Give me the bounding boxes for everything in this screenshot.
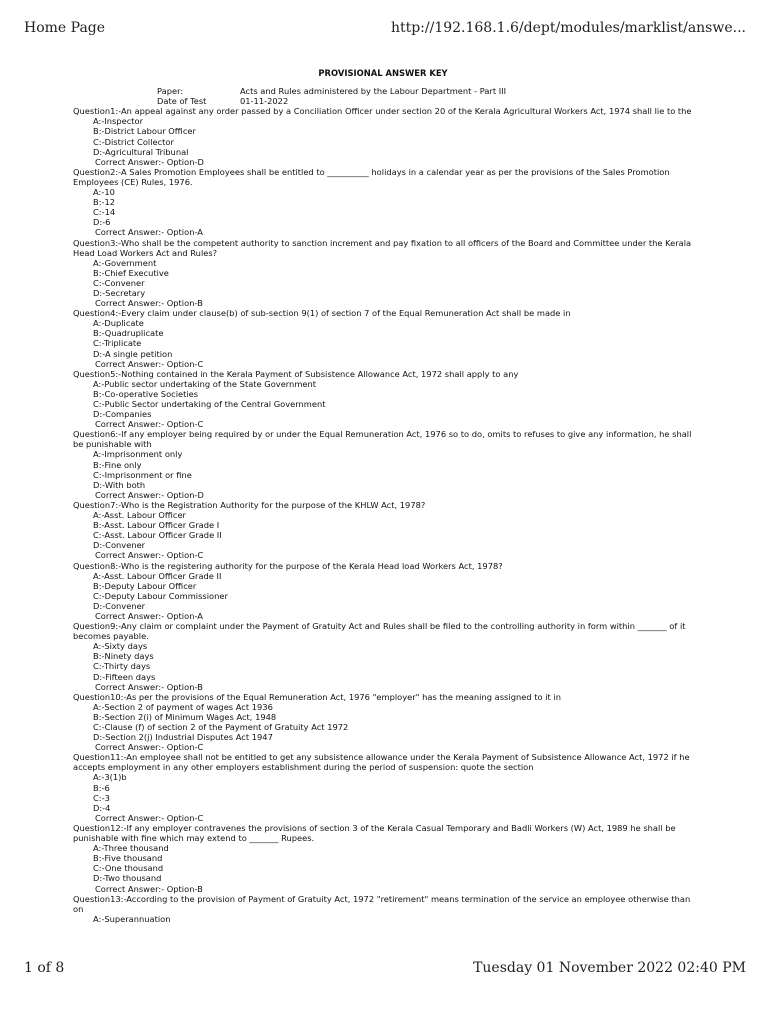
question-block: [73, 429, 693, 500]
answer-option: C:-Triplicate: [93, 338, 142, 349]
answer-option: B:-Section 2(i) of Minimum Wages Act, 1948: [93, 711, 277, 722]
correct-answer: Correct Answer:- Option-D: [95, 156, 204, 167]
answer-key-document: [73, 68, 693, 924]
correct-answer: Correct Answer:- Option-C: [95, 358, 204, 369]
answer-option: C:-Clause (f) of section 2 of the Payment of Gratuity Act 1972: [93, 722, 349, 732]
correct-answer: Correct Answer:- Option-A: [95, 610, 203, 621]
question-text: Question7:-Who is the Registration Authority for the purpose of the KHLW Act, 1978?: [73, 499, 426, 510]
question-block: [73, 621, 693, 692]
answer-option: C:-Thirty days: [93, 661, 151, 672]
answer-option: C:-Imprisonment or fine: [93, 469, 192, 480]
answer-option: A:-Government: [93, 257, 157, 268]
question-block: [73, 238, 693, 309]
answer-option: B:-Asst. Labour Officer Grade I: [93, 520, 220, 531]
question-block: [73, 561, 693, 622]
answer-option: B:-District Labour Officer: [93, 126, 196, 137]
correct-answer: Correct Answer:- Option-B: [95, 681, 203, 692]
answer-option: A:-Superannuation: [93, 913, 171, 924]
answer-option: A:-10: [93, 187, 115, 198]
answer-option: D:-Companies: [93, 409, 152, 420]
question-text: Question13:-According to the provision of Payment of Gratuity Act, 1972 "retirement" means termination of the service an employee otherwise than on: [73, 893, 691, 914]
question-text: Question10:-As per the provisions of the Equal Remuneration Act, 1976 "employer" has the meaning assigned to it in: [73, 691, 561, 702]
question-text: Question9:-Any claim or complaint under the Payment of Gratuity Act and Rules shall be filed to the controlling authority in form within _______ of it becomes payable.: [73, 621, 686, 642]
answer-option: A:-Asst. Labour Officer: [93, 510, 186, 521]
question-text: Question12:-If any employer contravenes the provisions of section 3 of the Kerala Casual Temporary and Badli Workers (W) Act, 1989 he shall be punishable with fine which may extend to _______ Rupees.: [73, 822, 676, 844]
question-text: Question3:-Who shall be the competent authority to sanction increment and pay fixation to all officers of the Board and Committee under the Kerala Head Load Workers Act and Rules?: [73, 237, 692, 258]
answer-option: C:-14: [93, 207, 116, 218]
answer-option: C:-One thousand: [93, 863, 164, 874]
answer-option: A:-Public sector undertaking of the State Government: [93, 378, 317, 389]
answer-option: A:-Sixty days: [93, 641, 148, 652]
answer-option: D:-6: [93, 217, 111, 228]
answer-option: B:-Deputy Labour Officer: [93, 580, 197, 591]
question-block: [73, 167, 693, 238]
question-text: Question4:-Every claim under clause(b) of sub-section 9(1) of section 7 of the Equal Remuneration Act shall be made in: [73, 308, 571, 319]
question-block: [73, 823, 693, 894]
print-timestamp: Tuesday 01 November 2022 02:40 PM: [473, 960, 746, 976]
paper-value: Acts and Rules administered by the Labour Department - Part III: [240, 86, 507, 97]
paper-label: Paper:: [157, 86, 184, 97]
page-number: 1 of 8: [24, 960, 65, 976]
question-block: [73, 308, 693, 369]
answer-option: D:-With both: [93, 479, 146, 490]
header-url: http://192.168.1.6/dept/modules/marklist/answe...: [390, 20, 746, 36]
answer-option: A:-Inspector: [93, 116, 144, 127]
answer-option: D:-Convener: [93, 600, 146, 611]
answer-option: B:-Chief Executive: [93, 267, 169, 278]
answer-option: D:-4: [93, 802, 111, 813]
correct-answer: Correct Answer:- Option-C: [95, 742, 204, 753]
answer-option: B:-12: [93, 197, 116, 208]
question-text: Question5:-Nothing contained in the Kerala Payment of Subsistence Allowance Act, 1972 shall apply to any: [73, 368, 519, 379]
correct-answer: Correct Answer:- Option-A: [95, 227, 203, 238]
correct-answer: Correct Answer:- Option-C: [95, 812, 204, 823]
answer-option: D:-Secretary: [93, 287, 146, 298]
correct-answer: Correct Answer:- Option-C: [95, 419, 204, 430]
answer-option: C:-3: [93, 792, 110, 803]
answer-option: A:-Duplicate: [93, 318, 144, 329]
answer-option: C:-Asst. Labour Officer Grade II: [93, 530, 222, 541]
date-value: 01-11-2022: [240, 96, 289, 107]
question-block: [73, 369, 693, 430]
answer-option: B:-Five thousand: [93, 853, 163, 864]
correct-answer: Correct Answer:- Option-B: [95, 883, 203, 894]
question-text: Question8:-Who is the registering authority for the purpose of the Kerala Head load Workers Act, 1978?: [73, 560, 503, 571]
answer-option: D:-A single petition: [93, 348, 173, 359]
question-text: Question6:-If any employer being required by or under the Equal Remuneration Act, 1976 so to do, omits to refuses to give any information, he shall be punishable with: [73, 429, 692, 450]
answer-option: D:-Fifteen days: [93, 671, 156, 682]
answer-option: B:-Fine only: [93, 459, 142, 470]
answer-option: B:-Ninety days: [93, 651, 154, 662]
answer-option: C:-Public Sector undertaking of the Central Government: [93, 399, 326, 409]
question-block: [73, 692, 693, 753]
answer-option: D:-Two thousand: [93, 873, 162, 884]
question-block: [73, 106, 693, 167]
answer-option: A:-Imprisonment only: [93, 449, 183, 460]
correct-answer: Correct Answer:- Option-C: [95, 550, 204, 561]
answer-option: C:-District Collector: [93, 136, 174, 147]
answer-option: B:-Co-operative Societies: [93, 388, 199, 399]
answer-option: B:-Quadruplicate: [93, 328, 164, 339]
question-block: [73, 752, 693, 823]
document-title: PROVISIONAL ANSWER KEY: [318, 68, 448, 78]
question-text: Question11:-An employee shall not be entitled to get any subsistence allowance under the Kerala Payment of Subsistence Allowance Act, 1972 if he accepts employment in any other employers establishment during the period of suspension: quote the section: [73, 752, 690, 773]
answer-option: D:-Convener: [93, 540, 146, 551]
answer-option: A:-3(1)b: [93, 772, 127, 783]
answer-option: A:-Three thousand: [93, 843, 169, 854]
correct-answer: Correct Answer:- Option-D: [95, 489, 204, 500]
date-label: Date of Test: [157, 96, 207, 107]
answer-option: D:-Section 2(j) Industrial Disputes Act 1947: [93, 732, 273, 743]
question-list: [73, 106, 693, 924]
question-block: [73, 894, 693, 924]
correct-answer: Correct Answer:- Option-B: [95, 298, 203, 309]
question-text: Question2:-A Sales Promotion Employees shall be entitled to __________ holidays in a calendar year as per the provisions of the Sales Promotion Employees (CE) Rules, 1976.: [73, 166, 670, 187]
answer-option: B:-6: [93, 782, 110, 793]
paper-row: [73, 86, 693, 96]
answer-option: D:-Agricultural Tribunal: [93, 146, 189, 157]
answer-option: C:-Convener: [93, 277, 145, 288]
date-row: [73, 96, 693, 106]
answer-option: A:-Section 2 of payment of wages Act 1936: [93, 701, 273, 712]
answer-option: C:-Deputy Labour Commissioner: [93, 590, 228, 601]
header-page-title: Home Page: [24, 20, 106, 36]
answer-option: A:-Asst. Labour Officer Grade II: [93, 570, 222, 581]
question-block: [73, 500, 693, 561]
question-text: Question1:-An appeal against any order passed by a Conciliation Officer under section 20 of the Kerala Agricultural Workers Act, 1974 shall lie to the: [73, 106, 692, 117]
